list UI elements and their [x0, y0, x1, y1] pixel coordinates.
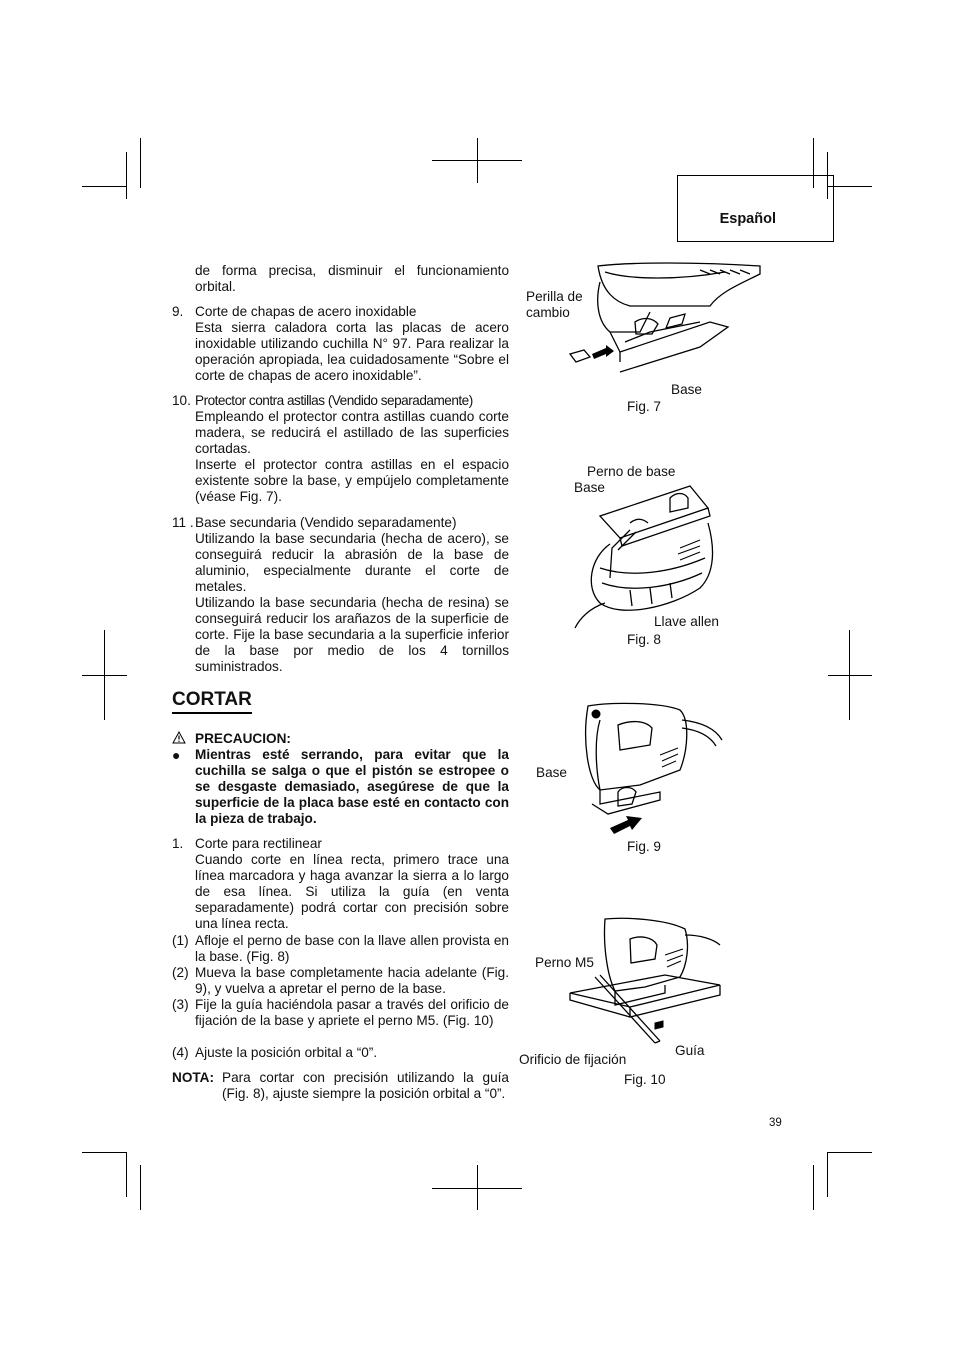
- list-item-11: [172, 515, 509, 675]
- list-item-paragraph: Inserte el protector contra astillas en el espacio existente sobre la base, y empújelo completamente (véase Fig. 7).: [195, 457, 509, 504]
- list-item-paragraph: Empleando el protector contra astillas cuando corte madera, se reducirá el astillado de las superficies cortadas.: [195, 409, 509, 456]
- substep-1: [172, 933, 509, 965]
- substep-number: (4): [172, 1045, 189, 1060]
- fig9-illustration: [570, 700, 725, 835]
- fig8-label-base: Base: [574, 480, 605, 495]
- step-1: [172, 836, 509, 932]
- list-item-title: Base secundaria (Vendido separadamente): [195, 515, 457, 530]
- list-item-10: [172, 393, 509, 505]
- substep-number: (2): [172, 965, 189, 980]
- substep-text: Afloje el perno de base con la llave allen provista en la base. (Fig. 8): [195, 933, 509, 964]
- substep-text: Fije la guía haciéndola pasar a través del orificio de fijación de la base y apriete el perno M5. (Fig. 10): [195, 997, 509, 1028]
- fig7-label-knob: Perilla de cambio: [526, 289, 583, 320]
- fig10-illustration: [565, 915, 725, 1050]
- step-title: Corte para rectilinear: [195, 836, 322, 851]
- language-label: Español: [719, 211, 776, 227]
- step-text: Cuando corte en línea recta, primero trace una línea marcadora y haga avanzar la sierra a lo largo de esa línea. Si utiliza la guía (en venta separadamente) podrá cortar con precisión sobre una línea recta.: [195, 852, 509, 931]
- list-item-9: [172, 304, 509, 384]
- section-title: CORTAR: [172, 689, 252, 714]
- substep-text: Mueva la base completamente hacia adelante (Fig. 9), y vuelva a apretar el perno de la base.: [195, 965, 509, 996]
- fig10-label-hole: Orificio de fijación: [519, 1052, 627, 1067]
- fig10-caption: Fig. 10: [624, 1072, 666, 1087]
- language-tab: [677, 175, 834, 242]
- list-item-number: 11 .: [172, 515, 194, 530]
- list-item-paragraph: Utilizando la base secundaria (hecha de resina) se conseguirá reducir los arañazos de la superficie de corte. Fije la base secundaria a la superficie inferior de la base por medio de los 4 tornillos suministrados.: [195, 595, 509, 674]
- caution-label: PRECAUCION:: [195, 731, 291, 746]
- substep-3: [172, 997, 509, 1029]
- page-number: 39: [769, 1117, 782, 1129]
- warning-triangle-icon: [172, 731, 186, 744]
- list-item-paragraph: Utilizando la base secundaria (hecha de acero), se conseguirá reducir la abrasión de la base de aluminio, especialmente durante el corte de metales.: [195, 531, 509, 594]
- list-item-number: 10.: [172, 393, 191, 408]
- substep-text: Ajuste la posición orbital a “0”.: [195, 1045, 378, 1060]
- note-block: [172, 1070, 509, 1102]
- substep-number: (3): [172, 997, 189, 1012]
- note-text: Para cortar con precisión utilizando la guía (Fig. 8), ajuste siempre la posición orbital a “0”.: [222, 1070, 509, 1101]
- note-label: NOTA:: [172, 1070, 215, 1085]
- fig7-label-base: Base: [671, 382, 702, 397]
- substep-number: (1): [172, 933, 189, 948]
- list-item-title: Protector contra astillas (Vendido separadamente): [195, 393, 473, 408]
- substep-4: [172, 1045, 509, 1061]
- fig9-caption: Fig. 9: [627, 839, 661, 854]
- list-item-paragraph: Esta sierra caladora corta las placas de acero inoxidable utilizando cuchilla N° 97. Para realizar la operación apropiada, lea cuidadosamente “Sobre el corte de chapas de acero inoxidable”.: [195, 320, 509, 383]
- list-item-title: Corte de chapas de acero inoxidable: [195, 304, 417, 319]
- substep-2: [172, 965, 509, 997]
- bullet-icon: ●: [172, 747, 181, 763]
- fig10-label-guide: Guía: [675, 1043, 705, 1058]
- fig8-label-bolt: Perno de base: [587, 464, 676, 479]
- intro-continuation: de forma precisa, disminuir el funcionamiento orbital.: [195, 263, 509, 294]
- step-number: 1.: [172, 836, 184, 851]
- fig9-label-base: Base: [536, 765, 567, 780]
- fig8-illustration: [570, 478, 720, 633]
- fig8-caption: Fig. 8: [627, 632, 661, 647]
- list-item-number: 9.: [172, 304, 184, 319]
- fig8-label-wrench: Llave allen: [654, 614, 719, 629]
- fig7-caption: Fig. 7: [627, 399, 661, 414]
- caution-text: Mientras esté serrando, para evitar que la cuchilla se salga o que el pistón se estropee o se desgaste demasiado, asegúrese de que la superficie de la placa base esté en contacto con la pieza de trabajo.: [195, 747, 509, 826]
- fig10-label-bolt: Perno M5: [535, 955, 594, 970]
